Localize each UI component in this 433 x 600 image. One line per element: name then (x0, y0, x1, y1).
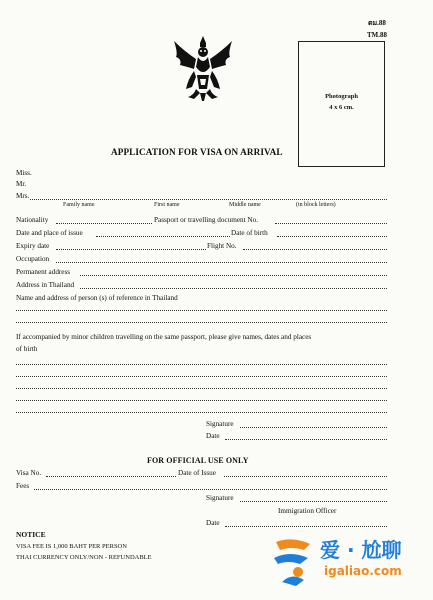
watermark-url: igaliao.com (324, 564, 402, 578)
expiry-date-label: Expiry date (16, 242, 50, 250)
fees-label: Fees (16, 482, 30, 490)
block-letters-note: (in block letters) (296, 202, 336, 208)
officer-date-label: Date (206, 519, 220, 527)
expiry-date-field[interactable] (56, 249, 206, 250)
nationality-field[interactable] (56, 223, 152, 224)
children-line-3[interactable] (16, 388, 387, 389)
reference-line-1[interactable] (16, 310, 387, 311)
officer-date-field[interactable] (225, 526, 387, 527)
applicant-date-label: Date (206, 432, 220, 440)
notice-heading: NOTICE (16, 530, 46, 539)
notice-line-2: THAI CURRENCY ONLY/NON - REFUNDABLE (16, 554, 152, 561)
salutation-miss: Miss. (16, 169, 32, 177)
applicant-date-field[interactable] (225, 439, 387, 440)
children-line-4[interactable] (16, 400, 387, 401)
visa-no-field[interactable] (46, 476, 176, 477)
photograph-box[interactable] (298, 41, 385, 167)
flight-no-field[interactable] (243, 249, 387, 250)
permanent-address-field[interactable] (80, 275, 387, 276)
photograph-size: 4 x 6 cm. (329, 104, 354, 111)
form-code-thai: ตม.88 (368, 19, 386, 27)
passport-label: Passport or travelling document No. (154, 216, 259, 224)
officer-signature-label: Signature (206, 494, 234, 502)
date-place-issue-label: Date and place of issue (16, 229, 83, 237)
flight-no-label: Flight No. (207, 242, 237, 250)
immigration-officer-label: Immigration Officer (278, 507, 337, 515)
applicant-signature-label: Signature (206, 420, 234, 428)
passport-field[interactable] (275, 223, 387, 224)
family-name-label: Family name (63, 202, 95, 208)
salutation-mrs: Mrs. (16, 192, 30, 200)
date-of-birth-label: Date of birth (231, 229, 268, 237)
minor-children-label-cont: of birth (16, 345, 38, 353)
watermark-brand: 爱 · 尬聊 (320, 538, 402, 562)
salutation-mr: Mr. (16, 180, 27, 188)
reference-line-2[interactable] (16, 322, 387, 323)
nationality-label: Nationality (16, 216, 49, 224)
date-place-issue-field[interactable] (96, 236, 230, 237)
photograph-label: Photograph (325, 93, 358, 100)
occupation-field[interactable] (56, 262, 387, 263)
applicant-signature-field[interactable] (240, 427, 387, 428)
garuda-emblem-icon (170, 33, 236, 103)
address-thailand-field[interactable] (80, 288, 387, 289)
date-of-birth-field[interactable] (277, 236, 387, 237)
watermark (270, 528, 430, 596)
middle-name-label: Middle name (229, 202, 261, 208)
reference-person-label: Name and address of person (s) of reference in Thailand (16, 294, 178, 302)
children-line-5[interactable] (16, 412, 387, 413)
occupation-label: Occupation (16, 255, 50, 263)
permanent-address-label: Permanent address (16, 268, 71, 276)
children-line-1[interactable] (16, 364, 387, 365)
address-thailand-label: Address in Thailand (16, 281, 75, 289)
official-use-heading: FOR OFFICIAL USE ONLY (147, 456, 249, 465)
date-of-issue-label: Date of Issue (178, 469, 216, 477)
minor-children-label: If accompanied by minor children travelling on the same passport, please give names, dates and places (16, 333, 312, 341)
form-code: TM.88 (367, 31, 388, 39)
date-of-issue-field[interactable] (224, 476, 387, 477)
children-line-2[interactable] (16, 376, 387, 377)
form-title: APPLICATION FOR VISA ON ARRIVAL (111, 147, 283, 157)
watermark-logo-icon (270, 532, 318, 588)
first-name-label: First name (154, 202, 180, 208)
name-line[interactable] (30, 199, 387, 200)
notice-line-1: VISA FEE IS 1,000 BAHT PER PERSON (16, 543, 127, 550)
officer-signature-field[interactable] (240, 501, 387, 502)
visa-no-label: Visa No. (16, 469, 42, 477)
fees-field[interactable] (34, 489, 387, 490)
